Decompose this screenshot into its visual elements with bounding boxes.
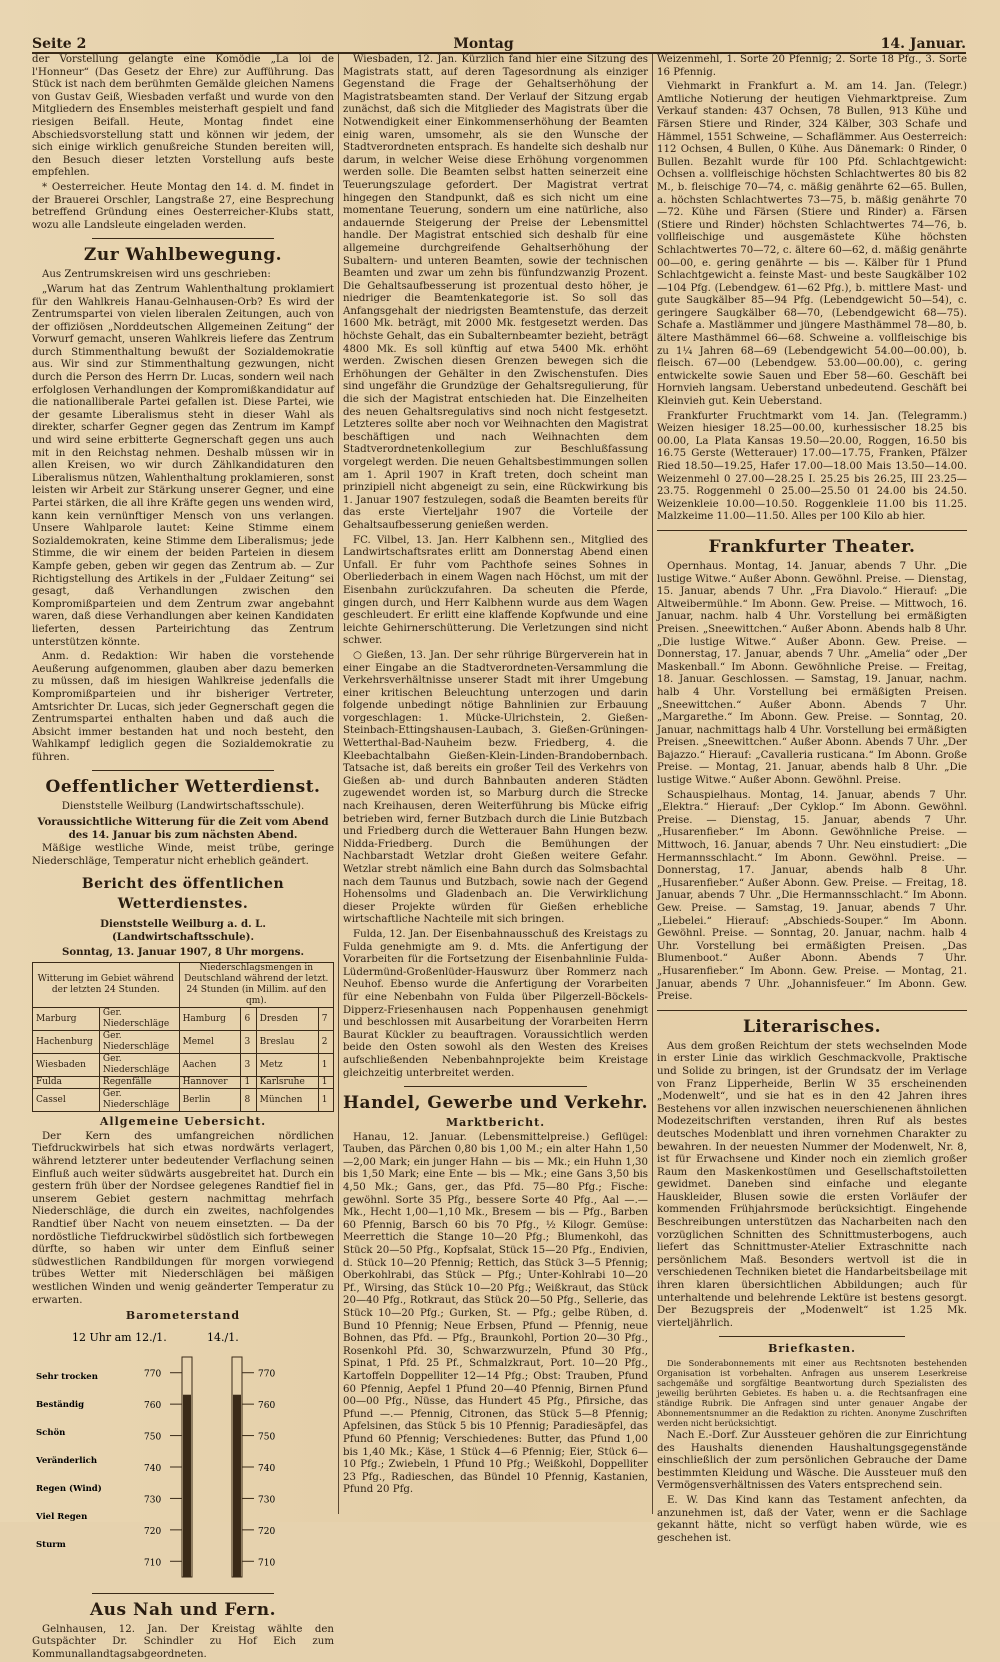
article-text: Nach E.-Dorf. Zur Aussteuer gehören die zur Einrichtung des Haushalts dienenden Haushaltungsgegenstände einschließlich der zum persönlichen Gebrauche der Dame bestimmten Kleidung und Wäsche. Die Aussteuer muß den Vermögensverhältnissen des Vaters entsprechend sein. — [657, 1430, 967, 1492]
baro-tick-label: 740 — [258, 1463, 276, 1474]
baro-head-right: 14./1. — [207, 1330, 239, 1344]
table-row — [33, 1089, 334, 1112]
table-cell: Ger. Niederschläge — [99, 1089, 179, 1112]
date: 14. Januar. — [880, 36, 966, 52]
article-text: Aus Zentrumskreisen wird uns geschrieben: — [42, 269, 271, 281]
article-text: Die Sonderabonnements mit einer aus Rechtsnoten bestehenden Organisation ist vorbehalten. Anfragen aus unserem Leserkreise sachgemäße und sorgfältige Beantwortung durch Spezialisten des jeweilig berührten Gebietes. Es haben u. a. die Rechtsanfragen eine ständige Rubrik. Die Anfragen sind unter genauer Angabe der Abonnementsnummer an die Redaktion zu richten. Anonyme Zuschriften werden nicht berücksichtigt. — [657, 1358, 967, 1428]
baro-tick-label: 770 — [258, 1369, 276, 1380]
table-cell: 1 — [241, 1077, 256, 1089]
section-heading: Frankfurter Theater. — [708, 536, 916, 557]
page-number: Seite 2 — [32, 36, 87, 52]
subheading: Allgemeine Uebersicht. — [99, 1115, 267, 1129]
baro-tick-label: 720 — [144, 1526, 162, 1537]
section-heading: Bericht des öffentlichen Wetterdienstes. — [81, 876, 285, 913]
table-header: Niederschlagsmengen in Deutschland während der letzt. 24 Stunden (in Millim. auf den qm). — [179, 963, 333, 1008]
divider — [719, 1336, 905, 1337]
baro-state-label: Viel Regen — [36, 1511, 88, 1522]
article-text: E. W. Das Kind kann das Testament anfechten, da anzunehmen ist, daß der Vater, wenn er die Sachlage gekannt hätte, nicht so verfügt haben würde, wie es geschehen ist. — [657, 1494, 967, 1544]
divider — [92, 770, 273, 771]
table-cell: 8 — [241, 1089, 256, 1112]
barometer-title: Barometerstand — [125, 1309, 241, 1323]
article-text: Dienststelle Weilburg (Landwirtschaftsschule). — [61, 801, 305, 813]
baro-tick-label: 760 — [144, 1400, 162, 1411]
table-cell: Breslau — [256, 1031, 318, 1054]
article-text: Wiesbaden, 12. Jan. Kürzlich fand hier eine Sitzung des Magistrats statt, auf deren Tagesordnung als einziger Gegenstand die Frage der Gehaltserhöhung der Magistratsbeamten stand. Der Verlauf der Sitzung ergab zunächst, daß sich die Mitglieder des Magistrats über die Notwendigkeit einer Einkommenserhöhung der Beamten einig waren, umsomehr, als sie den Wunsche der Stadtverordneten entsprach. Es handelte sich deshalb nur darum, in welcher Weise diese Erhöhung vorgenommen werden solle. Die Beamten selbst hatten seinerzeit eine Teuerungszulage gefordert. Der Magistrat vertrat hingegen den Standpunkt, daß es sich nicht um eine momentane Teuerung, sondern um eine natürliche, also andauernde Steigerung der Preise der Lebensmittel handle. Der Magistrat entschied sich deshalb für eine allgemeine durchgreifende Gehaltserhöhung der Subaltern- und unteren Beamten, sowie der technischen Beamten und zwar um zehn bis fünfundzwanzig Prozent. Die Gehaltsaufbesserung ist prozentual desto höher, je niedriger die Beamtenkategorie ist. So soll das Anfangsgehalt der niedrigsten Beamtenstufe, das derzeit 1600 Mk. beträgt, mit 2000 Mk. festgesetzt werden. Das höchste Gehalt, das ein Subalternbeamter bezieht, beträgt 4800 Mk. Es soll künftig auf etwa 5400 Mk. erhöht werden. Zwischen diesen Grenzen bewegen sich die Erhöhungen der Gehälter in den Zwischenstufen. Dies sind ungefähr die Grundzüge der Gehaltsregulierung, für die sich der Magistrat entschieden hat. Die Einzelheiten des neuen Gehaltsregulativs sind noch nicht festgesetzt. Letzteres sollte aber noch vor Weihnachten den Magistrat beschäftigen und nach Weihnachten dem Stadtverordnetenkollegium zur Beschlußfassung vorgelegt werden. Die neuen Gehaltsbestimmungen sollen am 1. April 1907 in Kraft treten, doch scheint man prinzipiell nicht abgeneigt zu sein, eine Rückwirkung bis 1. Januar 1907 festzulegen, sodaß die Beamten bereits für das erste Vierteljahr 1907 die Vorteile der Gehaltsaufbesserung genießen werden. — [343, 54, 648, 531]
table-cell: 2 — [318, 1031, 333, 1054]
column-divider — [338, 54, 339, 1514]
table-cell: München — [256, 1089, 318, 1112]
table-row — [33, 1077, 334, 1089]
baro-state-label: Sehr trocken — [36, 1371, 98, 1382]
masthead — [32, 30, 966, 54]
table-cell: Cassel — [33, 1089, 100, 1112]
table-cell: Marburg — [33, 1008, 100, 1031]
baro-tick-label: 720 — [258, 1526, 276, 1537]
article-text: ○ Gießen, 13. Jan. Der sehr rührige Bürgerverein hat in einer Eingabe an die Stadtverordneten-Versammlung die Verkehrsverhältnisse unserer Stadt mit ihrer Umgebung einer kritischen Beleuchtung unterzogen und darin folgende unbedingt nötige Bahnlinien zur Erbauung vorgeschlagen: 1. Mücke-Ulrichstein, 2. Gießen-Steinbach-Ettingshausen-Laubach, 3. Gießen-Grüningen-Wetterthal-Bad-Nauheim bezw. Friedberg, 4. die Kleebachtalbahn Gießen-Klein-Linden-Brandobernbach. Tatsache ist, daß bereits ein großer Teil des Verkehrs von Gießen ab- und durch Bahnbauten anderen Städten zugewendet worden ist, so Marburg durch die Strecke nach Kreihausen, deren Weiterführung bis Mücke eifrig betrieben wird, ferner Butzbach durch die Linie Butzbach und Friedberg durch die Wetterauer Bahn Hungen bezw. Nidda-Friedberg. Durch die Bemühungen der Nachbarstadt Wetzlar droht Gießen weitere Gefahr. Wetzlar strebt nämlich eine Bahn durch das Solmsbachtal nach dem Taunus und Butzbach, sowie nach der Gegend Hohensolms und Gladenbach an. Die Verwirklichung dieser Projekte würden für Gießen erhebliche wirtschaftliche Nachteile mit sich bringen. — [343, 649, 648, 926]
baro-head-left: 12 Uhr am 12./1. — [72, 1330, 167, 1344]
barometer-chart — [32, 1327, 334, 1587]
article-text: Hanau, 12. Januar. (Lebensmittelpreise.) Geflügel: Tauben, das Pärchen 0,80 bis 1,00 M.; ein alter Hahn 1,50—2,00 Mark; ein junger Hahn — bis — Mk.; ein Huhn 1,30 bis 1,50 Mark; eine Ente — bis — Mk.; eine Gans 3,50 bis 4,50 Mk.; Gans, ger., das Pfd. 75—80 Pfg.; Fische: gewöhnl. Sorte 35 Pfg., bessere Sorte 40 Pfg., Aal —.— Mk., Hecht 1,00—1,10 Mk., Bresem — bis — Pfg., Barben 60 Pfennig, Barsch 60 bis 70 Pfg., ½ Kilogr. Gemüse: Meerrettich die Stange 10—20 Pfg.; Blumenkohl, das Stück 20—50 Pfg., Kopfsalat, Stück 15—20 Pfg., Endivien, d. Stück 10—20 Pfennig; Rettich, das Stück 3—5 Pfennig; Oberkohlrabi, das Stück — Pfg.; Unter-Kohlrabi 10—20 Pf., Wirsing, das Stück 10—20 Pfg.; Weißkraut, das Stück 20—40 Pfg., Rotkraut, das Stück 20—50 Pfg., Sellerie, das Stück 10—20 Pfg.; Gurken, St. — Pfg.; gelbe Rüben, d. Bund 10 Pfennig; Neue Erbsen, Pfund — Pfennig, neue Bohnen, das Pfd. — Pfg., Braunkohl, Portion 20—30 Pfg., Rosenkohl Pfd. 30, Schwarzwurzeln, Pfund 30 Pfg., Spinat, 1 Pfd. 25 Pf., Schmalzkraut, Port. 10—20 Pfg., Kartoffeln Doppelliter 12—14 Pfg.; Obst: Trauben, Pfund 60 Pfennig, Aepfel 1 Pfund 20—40 Pfennig, Birnen Pfund 00—00 Pfg., Nüsse, das Hundert 45 Pfg., Pfirsiche, das Pfund —.— Pfennig, Citronen, das Stück 5—8 Pfennig; Apfelsinen, das Stück 5 bis 10 Pfennig; Paradiesäpfel, das Pfund 60 Pfennig; Verschiedenes: Butter, das Pfund 1,00 bis 1,40 Mk.; Käse, 1 Stück 4—6 Pfennig; Eier, Stück 6—10 Pfg.; Zwiebeln, 1 Pfund 10 Pfg.; Weißkohl, Doppelliter 23 Pfg., Radieschen, das Bündel 10 Pfennig, Kastanien, Pfund 20 Pfg. — [343, 1131, 648, 1496]
article-text: Anm. d. Redaktion: Wir haben die vorstehende Aeußerung aufgenommen, glauben aber dazu bemerken zu müssen, daß im hiesigen Wahlkreise jedenfalls die Kompromißparteien und ihr bisheriger Vertreter, Amtsrichter Dr. Lucas, sich jeder Gegnerschaft gegen die Zentrumspartei enthalten haben und daß auch die Absicht immer bestanden hat und noch besteht, den Wahlkampf lediglich gegen die Sozialdemokratie zu führen. — [32, 651, 334, 763]
article-text: Aus dem großen Reichtum der stets wechselnden Mode in erster Linie das wirklich Geschmackvolle, Praktische und Solide zu bringen, ist der Grundsatz der im Verlage von Franz Lipperheide, Berlin W 35 erscheinenden „Modenwelt“, und sie hat es in den 42 Jahren ihres Bestehens vor allen inzwischen neuerschienenen ähnlichen Modezeitschriften verstanden, ihren Ruf als bestes deutsches Modenblatt und ihren vornehmen Charakter zu bewahren. In der neuesten Nummer der Modenwelt, Nr. 8, ist für Erwachsene und Kinder noch ein ziemlich großer Raum den Maskenkostümen und Gesellschaftstoiletten gewidmet. Daneben sind einfache und elegante Hauskleider, Blusen sowie die ersten Vorläufer der kommenden Frühjahrsmode berücksichtigt. Eingehende Beschreibungen unterstützen das Nacharbeiten nach den vorzüglichen Schnitten des Schnittmusterbogens, auch liefert das Schnittmuster-Atelier Extraschnitte nach persönlichem Maß. Besonders wertvoll ist die in verschiedenen Techniken bietet die Handarbeitsbeilage mit ihren klaren übersichtlichen Abbildungen; auch für unterhaltende und belehrende Lektüre ist bestens gesorgt. Der Bezugspreis der „Modenwelt“ ist 1.25 Mk. vierteljährlich. — [657, 1040, 967, 1329]
article-text: FC. Vilbel, 13. Jan. Herr Kalbhenn sen., Mitglied des Landwirtschaftsrates erlitt am Donnerstag Abend einen Unfall. Er fuhr vom Pachthofe seines Sohnes in Oberliederbach in einem Wagen nach Höchst, um mit der Eisenbahn zurückzufahren. Da scheuten die Pferde, gingen durch, und Herr Kalbhenn wurde aus dem Wagen geschleudert. Er erlitt eine klaffende Kopfwunde und eine leichte Gehirnerschütterung. Die Verletzungen sind nicht schwer. — [343, 534, 648, 647]
section-heading: Oeffentlicher Wetterdienst. — [45, 777, 321, 798]
weather-table — [32, 962, 334, 1112]
column-1 — [32, 54, 334, 1660]
baro-state-label: Sturm — [36, 1539, 66, 1550]
section-heading: Handel, Gewerbe und Verkehr. — [343, 1093, 648, 1114]
baro-tick-label: 740 — [144, 1463, 162, 1474]
baro-column-right — [233, 1394, 241, 1576]
divider — [657, 1010, 967, 1011]
table-cell: Aachen — [179, 1054, 241, 1077]
article-text: Frankfurter Fruchtmarkt vom 14. Jan. (Telegramm.) Weizen hiesiger 18.25—00.00, kurhessischer 18.25 bis 00.00, La Plata Kansas 19.50—20.00, Roggen, 16.50 bis 16.75 Gerste (Wetterauer) 17.00—17.75, Franken, Pfälzer Ried 18.50—19.25, Hafer 17.00—18.00 Mais 13.50—14.00. Weizenmehl 0 27.00—28.25 I. 25.25 bis 26.25, III 23.25—23.75. Roggenmehl 0 25.00—25.50 01 24.00 bis 24.50. Weizenkleie 10.00—10.50. Roggenkleie 11.00 bis 11.25. Malzkeime 11.00—11.50. Alles per 100 Kilo ab hier. — [657, 410, 967, 523]
table-cell: 6 — [241, 1008, 256, 1031]
subheading: Briefkasten. — [768, 1342, 856, 1356]
table-cell: Memel — [179, 1031, 241, 1054]
article-text: Opernhaus. Montag, 14. Januar, abends 7 Uhr. „Die lustige Witwe.“ Außer Abonn. Gewöhnl. Preise. — Dienstag, 15. Januar, abends 7 Uhr. „Fra Diavolo.“ Hierauf: „Die Altweibermühle.“ Im Abonn. Gew. Preise. — Mittwoch, 16. Januar, nachm. halb 4 Uhr. Vorstellung bei ermäßigten Preisen. „Sneewittchen.“ Außer Abonn. Abends halb 8 Uhr. „Die lustige Witwe.“ Außer Abonn. Gew. Preise. — Donnerstag, 17. Januar, abends 7 Uhr. „Amelia“ oder „Der Maskenball.“ Im Abonn. Gewöhnliche Preise. — Freitag, 18. Januar. Geschlossen. — Samstag, 19. Januar, nachm. halb 4 Uhr. Vorstellung bei ermäßigten Preisen. „Sneewittchen.“ Außer Abonn. Abends 7 Uhr. „Margarethe.“ Im Abonn. Gew. Preise. — Sonntag, 20. Januar, nachmittags halb 4 Uhr. Vorstellung bei ermäßigten Preisen. „Sneewittchen.“ Außer Abonn. Abends 7 Uhr. „Der Bajazzo.“ Hierauf: „Cavalleria rusticana.“ Im Abonn. Große Preise. — Montag, 21. Januar, abends halb 8 Uhr. „Die lustige Witwe.“ Außer Abonn. Gewöhnl. Preise. — [657, 560, 967, 787]
table-cell: Dresden — [256, 1008, 318, 1031]
baro-state-label: Veränderlich — [36, 1455, 98, 1466]
section-heading: Zur Wahlbewegung. — [83, 245, 283, 266]
article-text: Fulda, 12. Jan. Der Eisenbahnausschuß des Kreistags zu Fulda genehmigte am 9. d. Mts. die Anfertigung der Vorarbeiten für die Fortsetzung der Eisenbahnlinie Fulda-Lüdermünd-Großenlüder-Hauswurz über Rommerz nach Neuhof. Ebenso wurde die Anfertigung der Vorarbeiten für eine Nebenbahn von Fulda über Pilgerzell-Böckels-Dipperz-Friesenhausen nach Poppenhausen genehmigt und beschlossen mit Ausarbeitung der Vorarbeiten Herrn Baurat Kückler zu beauftragen. Voraussichtlich werden beide den Osten sowohl als den Westen des Kreises aufschließenden Nebenbahnprojekte beim Kreistage gleichzeitig unterbreitet werden. — [343, 928, 648, 1079]
baro-tick-label: 730 — [258, 1495, 276, 1506]
section-heading: Aus Nah und Fern. — [89, 1599, 277, 1620]
article-text: der Vorstellung gelangte eine Komödie „La loi de l'Honneur“ (Das Gesetz der Ehre) zur Aufführung. Das Stück ist nach dem berühmten Gemälde gleichen Namens von Gustav Geiß, Wiesbaden verfaßt und wurde von den Mitgliedern des Ensembles meisterhaft gespielt und fand riesigen Beifall. Heute, Montag findet eine Abschiedsvorstellung statt und können wir jedem, der sich einige wirklich genußreiche Stunden bereiten will, den Besuch dieser letzten Vorstellung aufs beste empfehlen. — [32, 54, 334, 179]
table-cell: Hachenburg — [33, 1031, 100, 1054]
baro-tick-label: 730 — [144, 1495, 162, 1506]
divider — [92, 238, 273, 239]
divider — [404, 1086, 587, 1087]
baro-column-left — [183, 1394, 191, 1576]
table-cell: Fulda — [33, 1077, 100, 1089]
baro-tick-label: 710 — [258, 1558, 276, 1569]
article-text: Dienststelle Weilburg a. d. L. (Landwirtschaftsschule). — [100, 918, 266, 944]
article-text: „Warum hat das Zentrum Wahlenthaltung proklamiert für den Wahlkreis Hanau-Gelnhausen-Orb? Es wird der Zentrumspartei von vielen liberalen Zeitungen, auch von der offiziösen „Norddeutschen Allgemeinen Zeitung“ der Vorwurf gemacht, unseren Wahlkreis liefere das Zentrum durch Stimmenthaltung bewußt der Sozialdemokratie aus. Wir sind zur Stimmenthaltung gezwungen, nicht durch die Person des Herrn Dr. Lucas, sondern weil nach erfolglosen Verhandlungen der Kompromißkandidatur auf die nationalliberale Partei gefallen ist. Diese Partei, wie der gesamte Liberalismus steht in dieser Wahl als direkter, scharfer Gegner gegen das Zentrum im Kampf und wird seine erbitterte Gegnerschaft gegen uns auch mit in den Reichstag nehmen. Deshalb müssen wir in allen Kreisen, wo wir durch Zählkandidaturen den Liberalismus nützen, Wahlenthaltung proklamieren, sonst leisten wir Arbeit zur Stärkung unserer Gegner, und eine Partei stärken, die all ihre Kräfte gegen uns wenden wird, kann kein vernünftiger Mensch von uns verlangen. Unsere Wahlparole lautet: Keine Stimme einem Sozialdemokraten, keine Stimme dem Liberalismus; jede Stimme, die wir einem der beiden Parteien in diesem Kampfe geben, geben wir gegen das Zentrum ab. — Zur Richtigstellung des Artikels in der „Fuldaer Zeitung“ sei gesagt, daß Verhandlungen zwischen den Kompromißparteien und dem Zentrum zwar angebahnt waren, daß diese Verhandlungen aber keinen Kandidaten lieferten, dessen Parteirichtung das Zentrum unterstützen könnte. — [32, 283, 334, 648]
table-cell: Karlsruhe — [256, 1077, 318, 1089]
baro-tick-label: 750 — [144, 1432, 162, 1443]
baro-state-label: Beständig — [36, 1399, 85, 1410]
table-cell: Berlin — [179, 1089, 241, 1112]
divider — [657, 530, 967, 531]
table-cell: Ger. Niederschläge — [99, 1054, 179, 1077]
section-heading: Literarisches. — [742, 1016, 882, 1037]
table-cell: 3 — [241, 1054, 256, 1077]
column-divider — [652, 54, 653, 1514]
table-cell: 1 — [318, 1054, 333, 1077]
article-text: Voraussichtliche Witterung für die Zeit vom Abend des 14. Januar bis zum nächsten Abend. — [37, 816, 329, 841]
baro-state-label: Regen (Wind) — [36, 1483, 102, 1494]
article-text: Mäßige westliche Winde, meist trübe, geringe Niederschläge, Temperatur nicht erheblich geändert. — [32, 843, 334, 867]
table-row — [33, 1008, 334, 1031]
table-cell: 1 — [318, 1089, 333, 1112]
baro-tick-label: 770 — [144, 1369, 162, 1380]
baro-tick-label: 760 — [258, 1400, 276, 1411]
baro-tick-label: 750 — [258, 1432, 276, 1443]
table-cell: Hamburg — [179, 1008, 241, 1031]
table-cell: 3 — [241, 1031, 256, 1054]
table-cell: Wiesbaden — [33, 1054, 100, 1077]
article-text: Sonntag, 13. Januar 1907, 8 Uhr morgens. — [61, 945, 305, 958]
article-text: Der Kern des umfangreichen nördlichen Tiefdruckwirbels hat sich etwas nordwärts verlagert, während letzterer unter bedeutender Verflachung seinen Einfluß auch weiter südwärts ausgebreitet hat. Durch ein gestern früh über der Nordsee gelegenes Randtief fiel in unserem Gebiet gestern nachmittag mehrfach Niederschläge, die durch ein zweites, nachfolgendes Randtief über Nacht von neuem einsetzten. — Da der nordöstliche Tiefdruckwirbel südöstlich sich fortbewegen dürfte, so haben wir unter dem Einfluß seiner südwestlichen Randbildungen für morgen vorwiegend trübes Wetter mit Niederschlägen bei mäßigen westlichen Winden und wenig geänderter Temperatur zu erwarten. — [32, 1130, 334, 1306]
column-2 — [343, 54, 648, 1514]
table-row — [33, 1031, 334, 1054]
table-cell: Metz — [256, 1054, 318, 1077]
baro-state-label: Schön — [36, 1427, 66, 1438]
table-cell: Ger. Niederschläge — [99, 1008, 179, 1031]
baro-tick-label: 710 — [144, 1558, 162, 1569]
table-row — [33, 1054, 334, 1077]
column-3 — [657, 54, 967, 1544]
table-cell: Hannover — [179, 1077, 241, 1089]
article-text: Schauspielhaus. Montag, 14. Januar, abends 7 Uhr. „Elektra.“ Hierauf: „Der Cyklop.“ Im Abonn. Gewöhnl. Preise. — Dienstag, 15. Januar, abends 7 Uhr. „Husarenfieber.“ Im Abonn. Gewöhnliche Preise. — Mittwoch, 16. Januar, abends 7 Uhr. Neu einstudiert: „Die Hermannsschlacht.“ Im Abonn. Gewöhnl. Preise. — Donnerstag, 17. Januar, abends halb 8 Uhr. „Husarenfieber.“ Außer Abonn. Gew. Preise. — Freitag, 18. Januar, abends 7 Uhr. „Die Hermannsschlacht.“ Im Abonn. Gew. Preise. — Samstag, 19. Januar, abends 7 Uhr. „Liebelei.“ Hierauf: „Abschieds-Souper.“ Im Abonn. Gewöhnl. Preise. — Sonntag, 20. Januar, nachm. halb 4 Uhr. Vorstellung bei ermäßigten Preisen. „Das Blumenboot.“ Außer Abonn. Abends 7 Uhr. „Husarenfieber.“ Im Abonn. Gew. Preise. — Montag, 21. Januar, abends 7 Uhr. „Johannisfeuer.“ Im Abonn. Gew. Preise. — [657, 789, 967, 1003]
table-cell: Ger. Niederschläge — [99, 1031, 179, 1054]
article-text: * Oesterreicher. Heute Montag den 14. d. M. findet in der Brauerei Orschler, Langstraße 27, eine Besprechung betreffend Gründung eines Oesterreicher-Klubs statt, wozu alle Landsleute eingeladen werden. — [32, 181, 334, 231]
table-cell: 7 — [318, 1008, 333, 1031]
table-header: Witterung im Gebiet während der letzten 24 Stunden. — [33, 963, 180, 1008]
subheading: Marktbericht. — [445, 1116, 546, 1130]
barometer-graphic — [32, 1327, 334, 1587]
article-text: Gelnhausen, 12. Jan. Der Kreistag wählte den Gutspächter Dr. Schindler zu Hof Eich zum Kommunallandtagsabgeordneten. — [32, 1623, 334, 1660]
table-cell: 1 — [318, 1077, 333, 1089]
article-text: Weizenmehl, 1. Sorte 20 Pfennig; 2. Sorte 18 Pfg., 3. Sorte 16 Pfennig. — [657, 54, 967, 78]
divider — [92, 1593, 273, 1594]
table-cell: Regenfälle — [99, 1077, 179, 1089]
weekday: Montag — [453, 36, 514, 52]
article-text: Viehmarkt in Frankfurt a. M. am 14. Jan. (Telegr.) Amtliche Notierung der heutigen Viehmarktpreise. Zum Verkauf standen: 437 Ochsen, 78 Bullen, 913 Kühe und Färsen Stiere und Rinder, 324 Kälber, 303 Schafe und Hämmel, 1551 Schweine, — Schaflämmer. Aus Oesterreich: 112 Ochsen, 4 Bullen, 0 Kühe. Aus Dänemark: 0 Rinder, 0 Bullen. Bezahlt wurde für 100 Pfd. Schlachtgewicht: Ochsen a. vollfleischige höchsten Schlachtwertes 80 bis 82 M., b. fleischige 70—74, c. mäßig genährte 62—65. Bullen, a. höchsten Schlachtwertes 73—75, b. mäßig genährte 70—72. Kühe und Färsen (Stiere und Rinder) a. Färsen (Stiere und Rinder) höchsten Schlachtwertes 74—76, b. vollfleischige und ausgemästete Kühe höchsten Schlachtwertes 70—72, c. ältere 60—62, d. mäßig genährte 00—00, e. gering genährte — bis —. Kälber für 1 Pfund Schlachtgewicht a. feinste Mast- und beste Saugkälber 102—104 Pfg. (Lebendgew. 61—62 Pfg.), b. mittlere Mast- und gute Saugkälber 85—94 Pfg. (Lebendgewicht 50—54), c. geringere Saugkälber 68—70, (Lebendgewicht 68—75). Schafe a. Mastlämmer und jüngere Masthämmel 78—80, b. ältere Masthämmel 66—68. Schweine a. vollfleischige bis zu 1¼ Jahren 68—69 (Lebendgewicht 54.00—00.00), b. fleisch. 67—00 (Lebendgew. 53.00—00.00), c. gering entwickelte sowie Sauen und Eber 58—60. Geschäft bei Hornvieh langsam. Ueberstand unbedeutend. Geschäft bei Kleinvieh gut. Kein Ueberstand. — [657, 81, 967, 408]
